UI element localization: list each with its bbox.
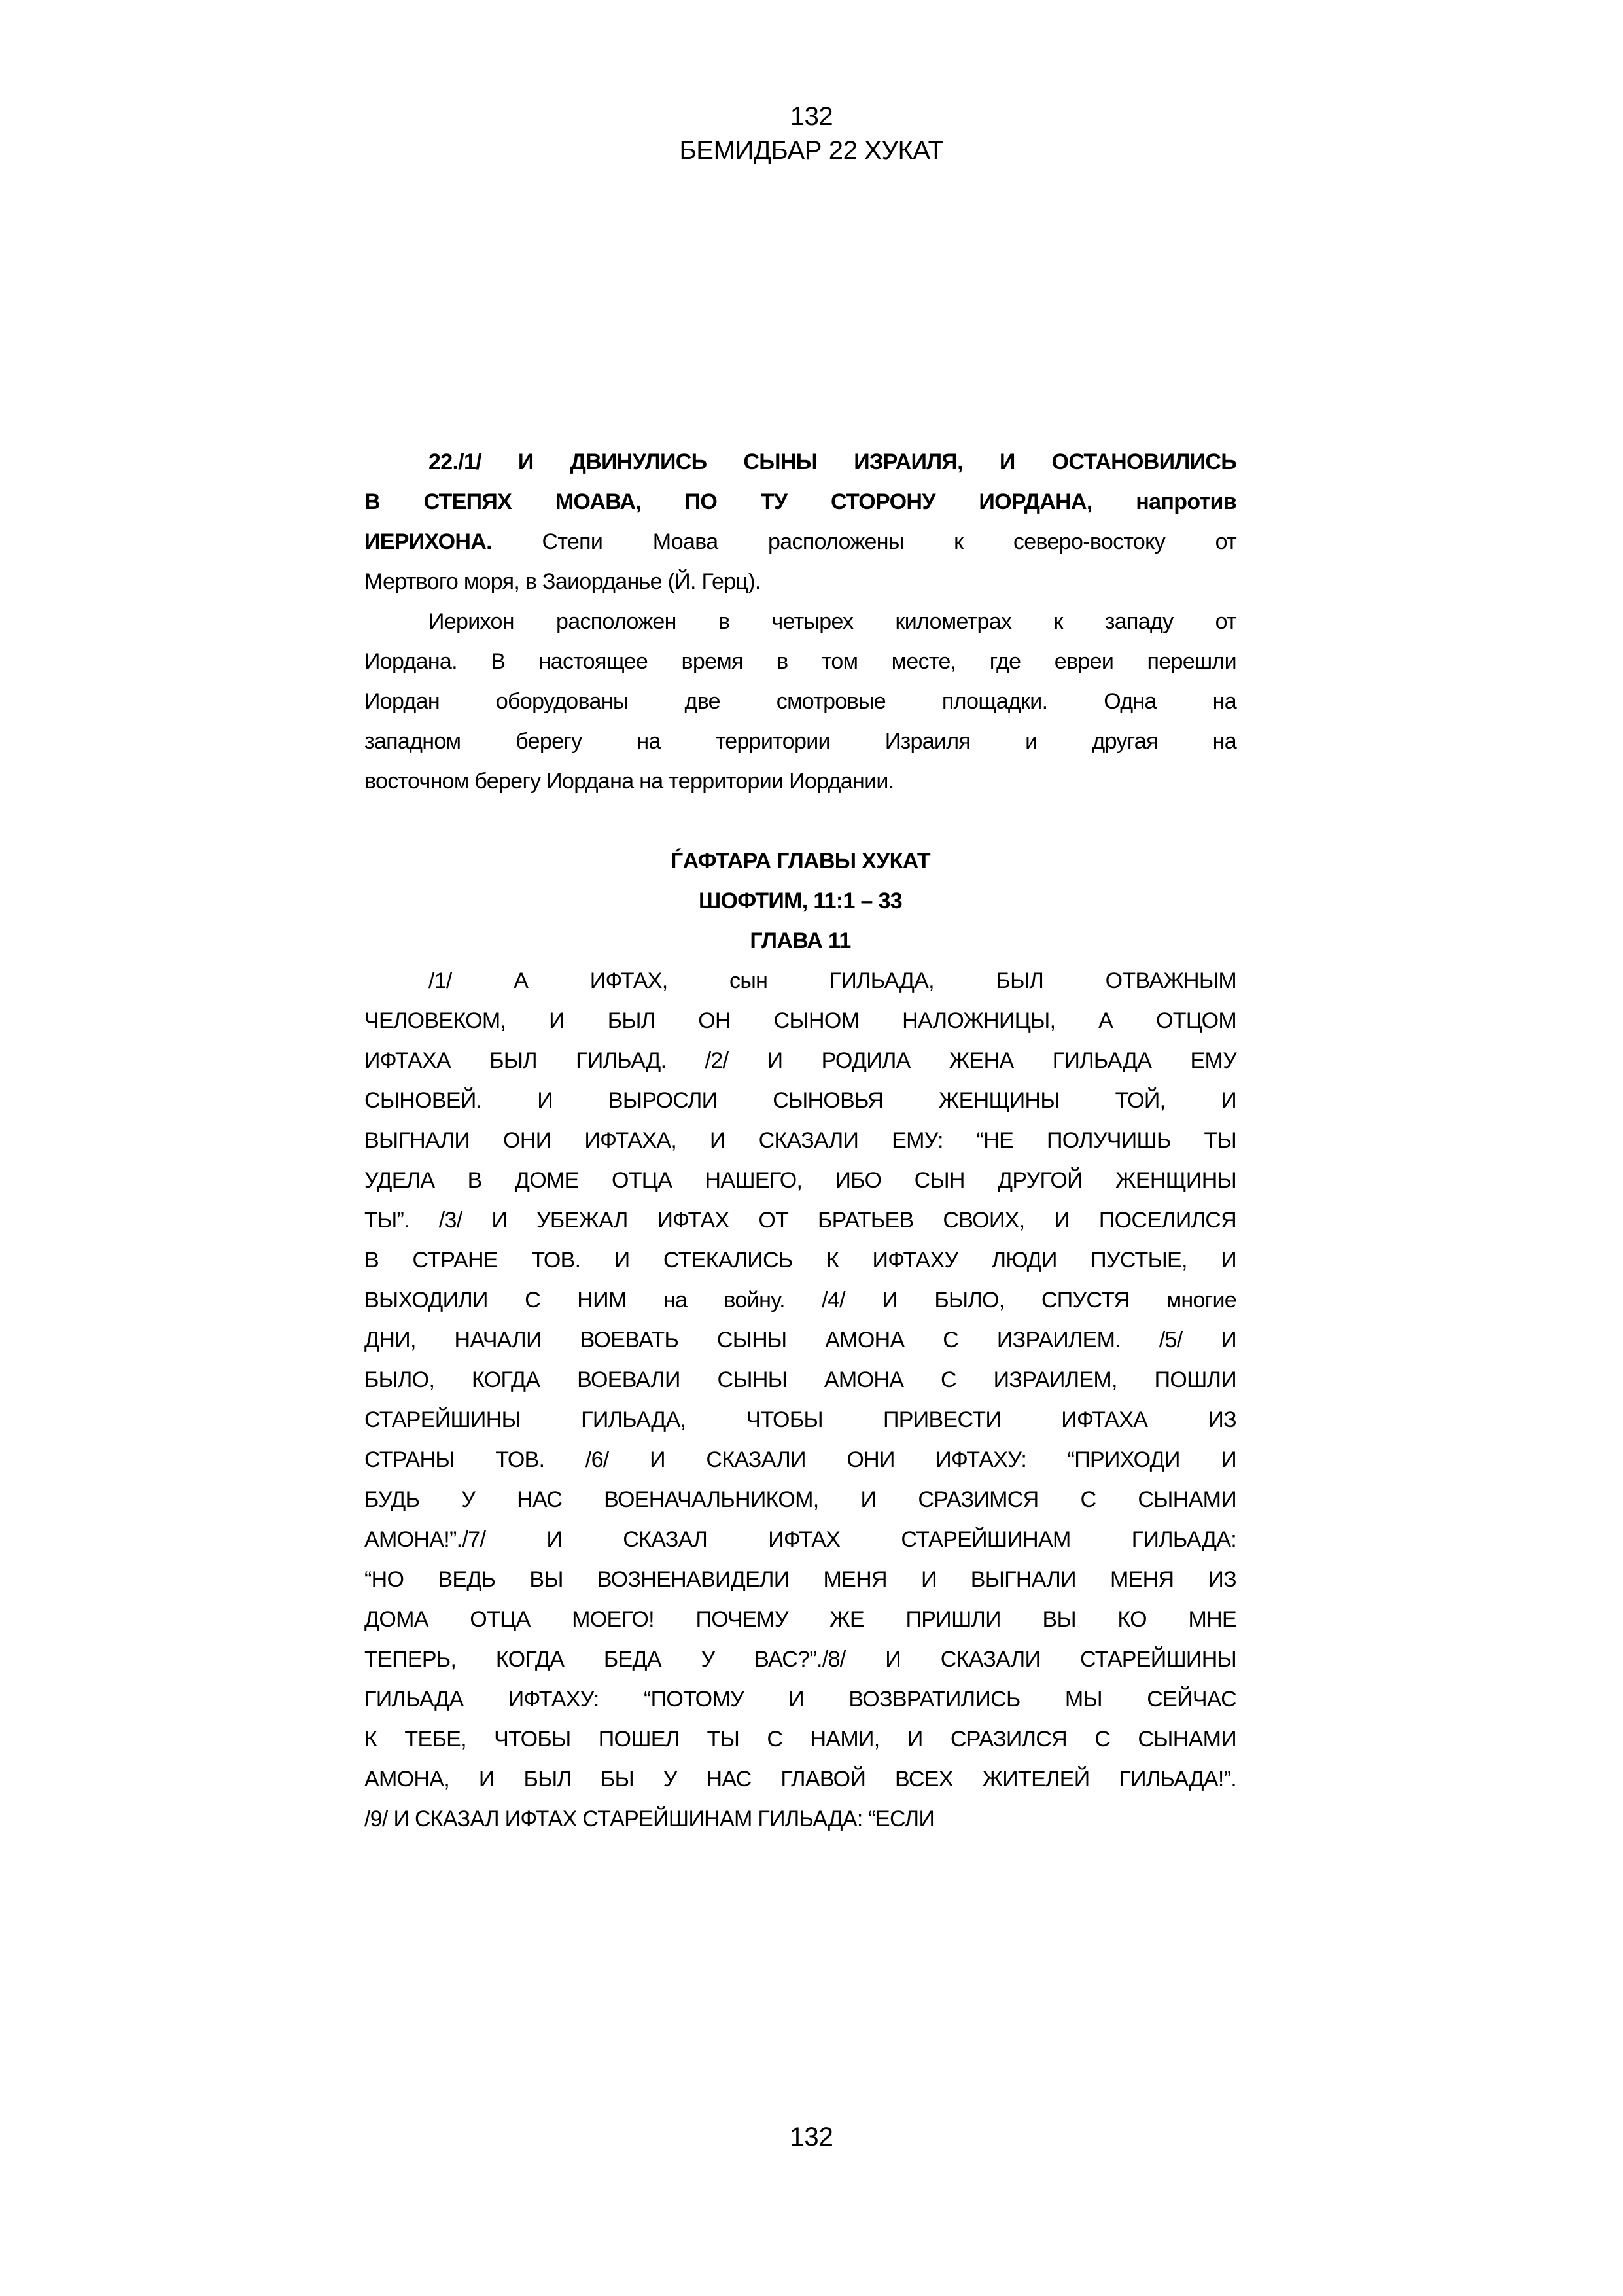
text-segment: БУДЬ У НАС ВОЕНАЧАЛЬНИКОМ, И СРАЗИМСЯ С СЫНАМИ xyxy=(364,1487,1236,1512)
text-line xyxy=(364,562,1236,602)
text-line xyxy=(364,1720,1236,1759)
text-line xyxy=(364,762,1236,802)
text-line xyxy=(364,1480,1236,1520)
text-segment: “НО ВЕДЬ ВЫ ВОЗНЕНАВИДЕЛИ МЕНЯ И ВЫГНАЛИ МЕНЯ ИЗ xyxy=(364,1567,1236,1592)
text-segment: восточном берегу Иордана на территории Иордании. xyxy=(364,769,894,794)
text-segment: ДНИ, НАЧАЛИ ВОЕВАТЬ СЫНЫ АМОНА С ИЗРАИЛЕМ. /5/ И xyxy=(364,1328,1236,1352)
text-line xyxy=(364,722,1236,762)
text-segment: ДОМА ОТЦА МОЕГО! ПОЧЕМУ ЖЕ ПРИШЛИ ВЫ КО МНЕ xyxy=(364,1607,1236,1632)
text-segment: СТАРЕЙШИНЫ ГИЛЬАДА, ЧТОБЫ ПРИВЕСТИ ИФТАХА ИЗ xyxy=(364,1407,1236,1432)
text-line xyxy=(364,1360,1236,1400)
text-line xyxy=(364,1759,1236,1799)
haftara-text-shoftim-11 xyxy=(364,961,1236,1839)
text-segment: ГИЛЬАДА ИФТАХУ: “ПОТОМУ И ВОЗВРАТИЛИСЬ МЫ СЕЙЧАС xyxy=(364,1687,1236,1712)
text-segment: /9/ И СКАЗАЛ ИФТАХ СТАРЕЙШИНАМ ГИЛЬАДА: “ЕСЛИ xyxy=(364,1807,935,1831)
text-line xyxy=(364,881,1236,921)
text-line xyxy=(364,1081,1236,1121)
text-segment: ТЫ”. /3/ И УБЕЖАЛ ИФТАХ ОТ БРАТЬЕВ СВОИХ, И ПОСЕЛИЛСЯ xyxy=(364,1208,1236,1233)
text-line xyxy=(364,1520,1236,1560)
text-line xyxy=(364,961,1236,1001)
text-line xyxy=(364,1121,1236,1161)
text-segment: западном берегу на территории Израиля и другая на xyxy=(364,729,1236,754)
page-header xyxy=(0,99,1623,168)
text-segment: ИЕРИХОНА. xyxy=(364,529,492,554)
text-segment: СТРАНЫ ТОВ. /6/ И СКАЗАЛИ ОНИ ИФТАХУ: “ПРИХОДИ И xyxy=(364,1447,1236,1472)
text-line xyxy=(364,642,1236,682)
text-segment: АМОНА, И БЫЛ БЫ У НАС ГЛАВОЙ ВСЕХ ЖИТЕЛЕЙ ГИЛЬАДА!”. xyxy=(364,1767,1236,1792)
running-title: БЕМИДБАР 22 ХУКАТ xyxy=(679,136,944,165)
text-segment: ИФТАХА БЫЛ ГИЛЬАД. /2/ И РОДИЛА ЖЕНА ГИЛЬАДА ЕМУ xyxy=(364,1048,1236,1073)
text-segment: АМОНА!”./7/ И СКАЗАЛ ИФТАХ СТАРЕЙШИНАМ ГИЛЬАДА: xyxy=(364,1527,1236,1552)
text-line xyxy=(364,1280,1236,1320)
text-segment: СЫНОВЕЙ. И ВЫРОСЛИ СЫНОВЬЯ ЖЕНЩИНЫ ТОЙ, И xyxy=(364,1088,1236,1113)
text-line xyxy=(364,482,1236,522)
text-line xyxy=(364,921,1236,961)
text-line xyxy=(364,1400,1236,1440)
text-segment: ВЫГНАЛИ ОНИ ИФТАХА, И СКАЗАЛИ ЕМУ: “НЕ ПОЛУЧИШЬ ТЫ xyxy=(364,1128,1236,1153)
text-segment: Иордана. В настоящее время в том месте, где евреи перешли xyxy=(364,649,1236,674)
text-segment: Мертвого моря, в Заиорданье (Й. Герц). xyxy=(364,569,761,594)
text-line xyxy=(364,841,1236,881)
page-number-bottom: 132 xyxy=(790,2123,833,2151)
text-segment: К ТЕБЕ, ЧТОБЫ ПОШЕЛ ТЫ С НАМИ, И СРАЗИЛСЯ С СЫНАМИ xyxy=(364,1727,1236,1752)
text-segment: УДЕЛА В ДОМЕ ОТЦА НАШЕГО, ИБО СЫН ДРУГОЙ ЖЕНЩИНЫ xyxy=(364,1168,1236,1193)
text-segment: ТЕПЕРЬ, КОГДА БЕДА У ВАС?”./8/ И СКАЗАЛИ СТАРЕЙШИНЫ xyxy=(364,1647,1236,1672)
text-line xyxy=(364,682,1236,722)
text-segment: ЧЕЛОВЕКОМ, И БЫЛ ОН СЫНОМ НАЛОЖНИЦЫ, А ОТЦОМ xyxy=(364,1008,1236,1033)
text-line xyxy=(364,522,1236,562)
jericho-commentary xyxy=(364,602,1236,802)
text-segment: ВЫХОДИЛИ С НИМ на войну. /4/ И БЫЛО, СПУСТЯ многие xyxy=(364,1288,1236,1313)
text-line xyxy=(364,1041,1236,1081)
text-line xyxy=(364,1799,1236,1839)
text-line xyxy=(364,1241,1236,1280)
blank-line xyxy=(364,802,1236,841)
text-segment: Иордан оборудованы две смотровые площадки. Одна на xyxy=(364,689,1236,714)
text-line xyxy=(364,442,1236,482)
text-line xyxy=(364,1600,1236,1640)
page-footer xyxy=(0,2120,1623,2155)
text-line xyxy=(364,1161,1236,1201)
text-segment: БЫЛО, КОГДА ВОЕВАЛИ СЫНЫ АМОНА С ИЗРАИЛЕМ, ПОШЛИ xyxy=(364,1368,1236,1392)
text-line xyxy=(364,602,1236,642)
text-segment: /1/ А ИФТАХ, сын ГИЛЬАДА, БЫЛ ОТВАЖНЫМ xyxy=(428,968,1236,993)
verse-22-1-with-commentary xyxy=(364,442,1236,602)
text-segment: 22./1/ И ДВИНУЛИСЬ СЫНЫ ИЗРАИЛЯ, И ОСТАНОВИЛИСЬ xyxy=(428,450,1236,474)
text-segment: В СТЕПЯХ МОАВА, ПО ТУ СТОРОНУ ИОРДАНА, напротив xyxy=(364,489,1236,514)
text-line xyxy=(364,1440,1236,1480)
text-content xyxy=(364,442,1236,1839)
text-segment: Степи Моава расположены к северо-востоку от xyxy=(491,529,1236,554)
text-line xyxy=(364,1680,1236,1720)
text-segment: Иерихон расположен в четырех километрах к западу от xyxy=(428,609,1236,634)
haftara-heading xyxy=(364,841,1236,961)
text-line xyxy=(364,1640,1236,1680)
text-segment: ГЛАВА 11 xyxy=(750,928,851,953)
text-segment: В СТРАНЕ ТОВ. И СТЕКАЛИСЬ К ИФТАХУ ЛЮДИ ПУСТЫЕ, И xyxy=(364,1248,1236,1273)
page-number-top: 132 xyxy=(790,102,833,131)
text-line xyxy=(364,1320,1236,1360)
text-segment: ШОФТИМ, 11:1 – 33 xyxy=(699,889,902,913)
text-segment: ЃАФТАРА ГЛАВЫ ХУКАТ xyxy=(671,849,930,874)
text-line xyxy=(364,1201,1236,1241)
text-line xyxy=(364,1001,1236,1041)
text-line xyxy=(364,1560,1236,1600)
